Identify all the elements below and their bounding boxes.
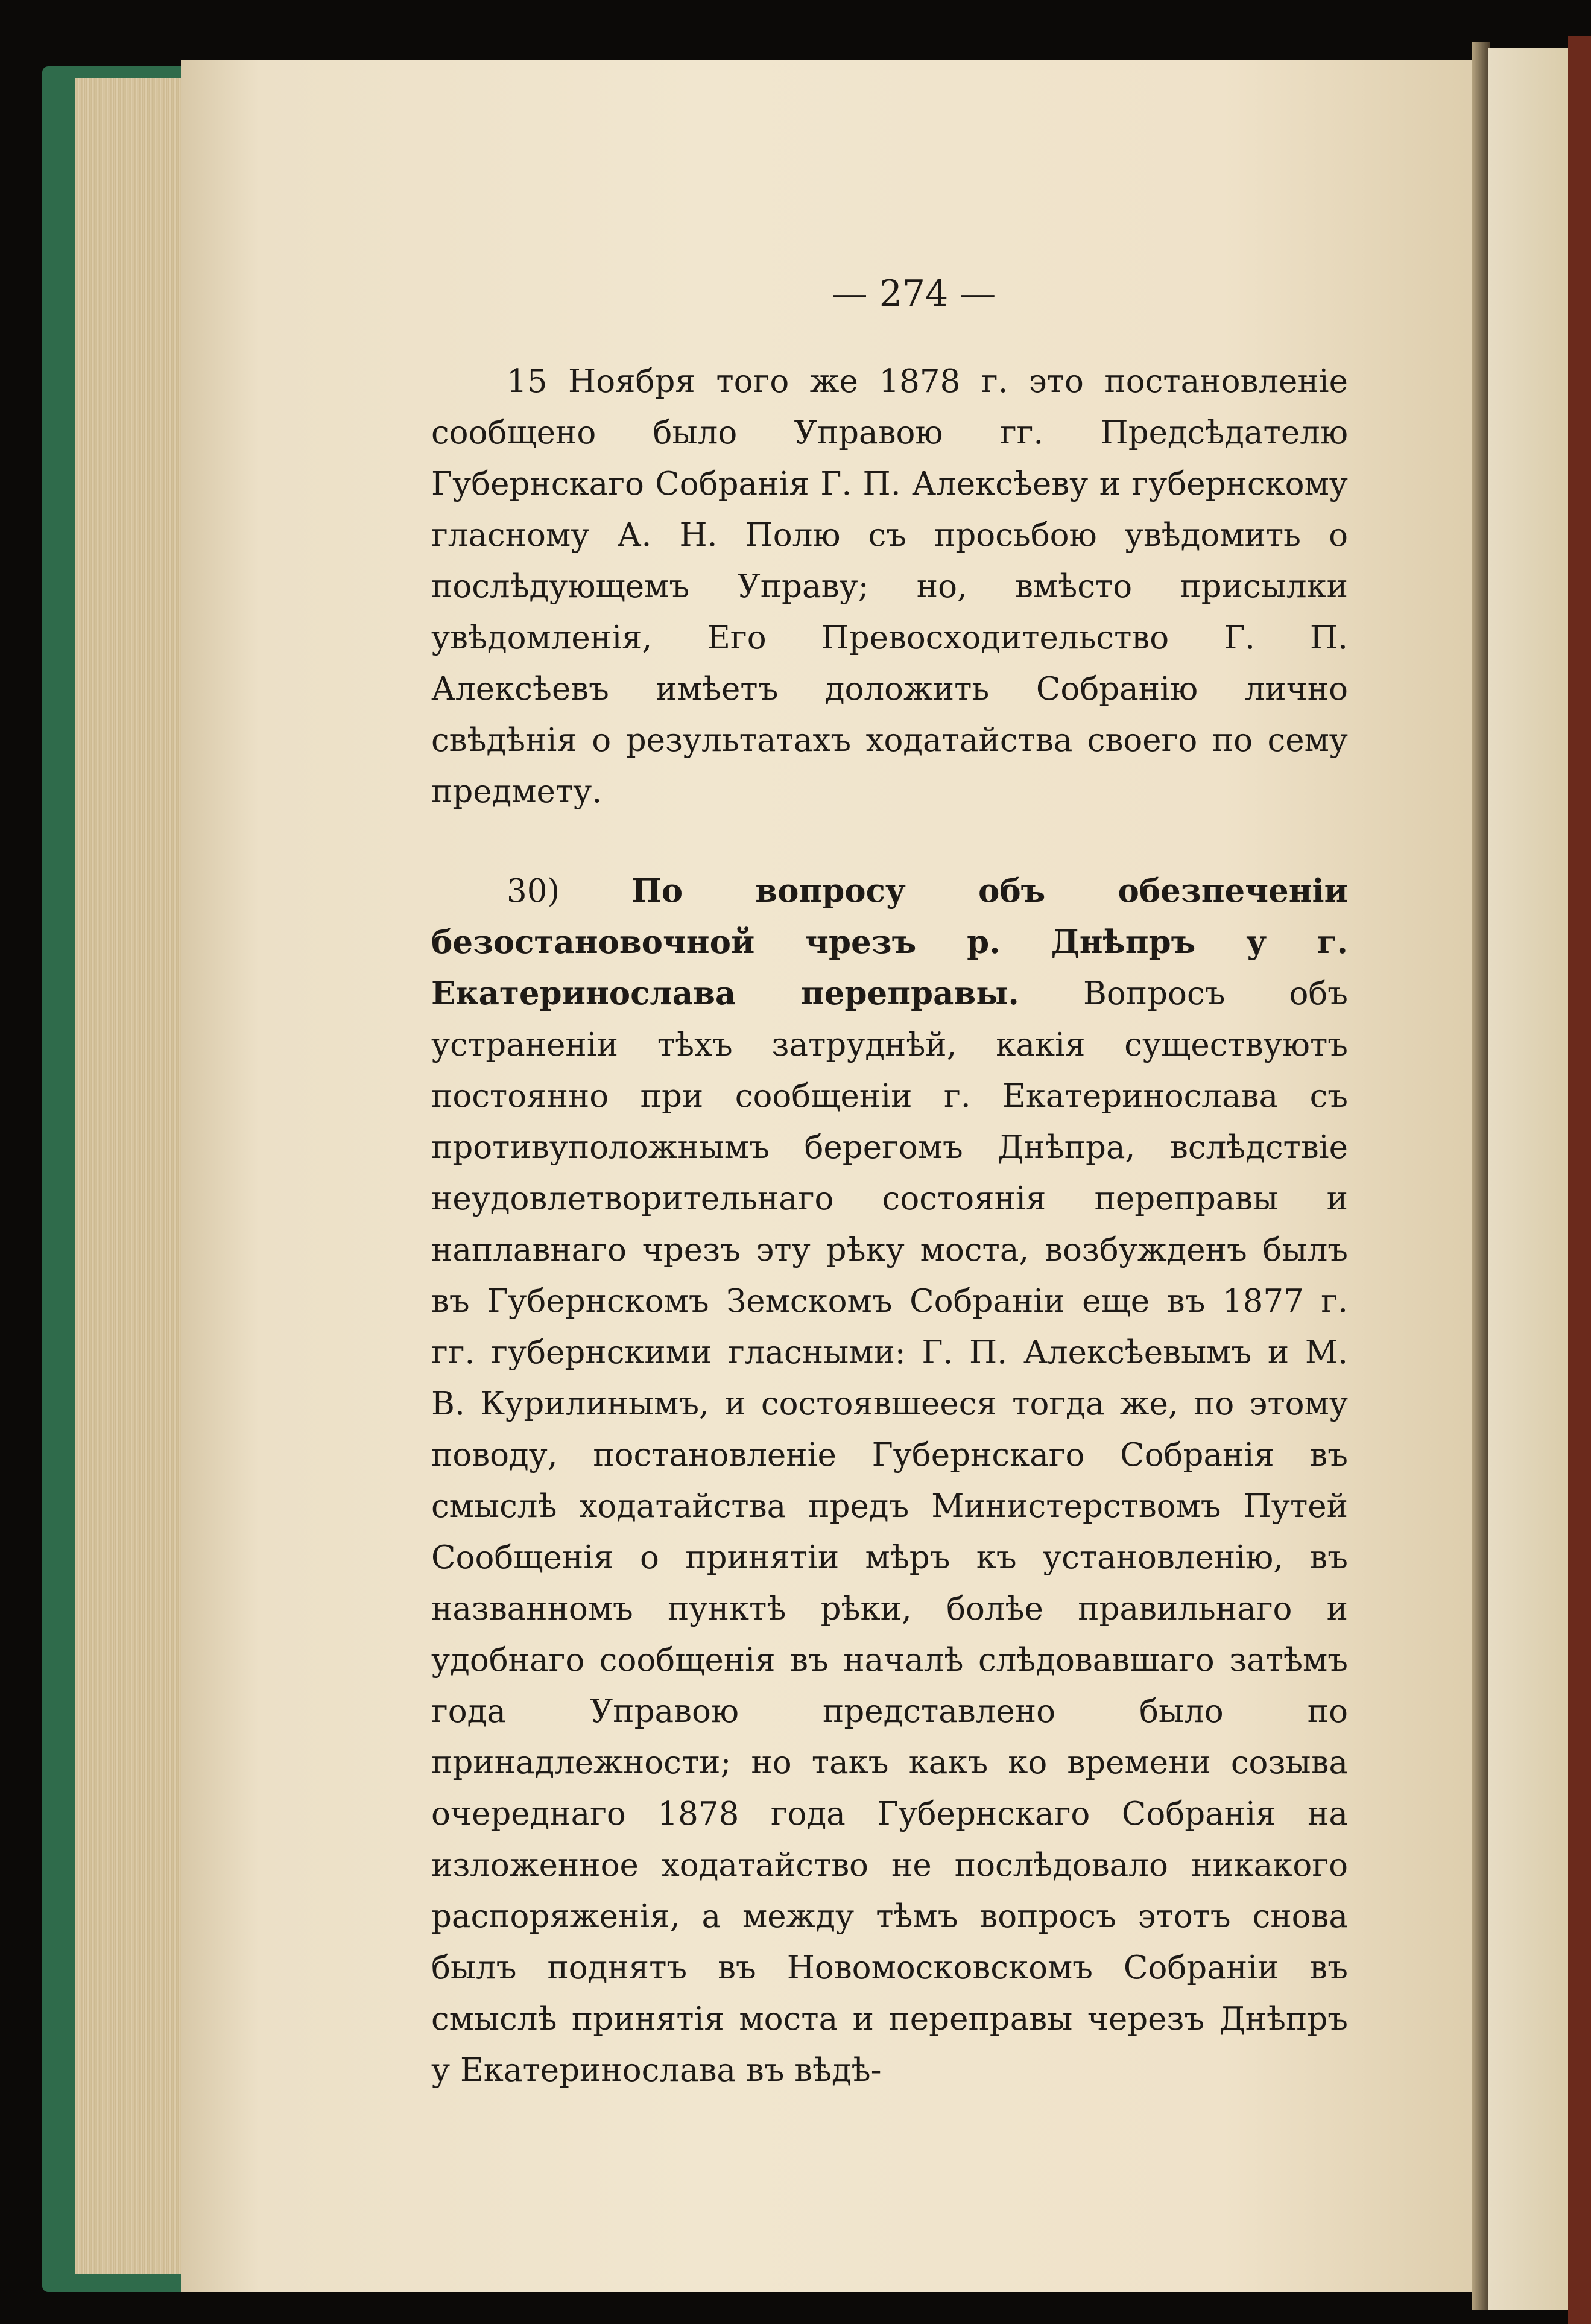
section-heading: По вопросу объ обезпеченіи безостановочной чрезъ р. Днѣпръ у г. Екатеринослава переправы.: [431, 872, 1348, 1012]
page-number: — 274 —: [831, 273, 996, 315]
paragraph-2: [431, 866, 1348, 2096]
item-number: 30): [507, 873, 560, 910]
page-gutter: [1472, 42, 1490, 2310]
facing-page-edge: [1488, 48, 1579, 2310]
paragraph-1: 15 Ноября того же 1878 г. это постановленіе сообщено было Управою гг. Предсѣдателю Губернскаго Собранія Г. П. Алексѣеву и губернскому гласному А. Н. Полю съ просьбою увѣдомить о послѣдующемъ Управу; но, вмѣсто присылки увѣдомленія, Его Превосходительство Г. П. Алексѣевъ имѣетъ доложить Собранію лично свѣдѣнія о результатахъ ходатайства своего по сему предмету.: [431, 363, 1348, 810]
page-edges: [75, 78, 196, 2274]
page-text: [431, 268, 1348, 2144]
paragraph-2-body: Вопросъ объ устраненіи тѣхъ затруднѣй, какія существуютъ постоянно при сообщеніи г. Екатеринослава съ противуположнымъ берегомъ Днѣпра, вслѣдствіе неудовлетворительнаго состоянія переправы и наплавнаго чрезъ эту рѣку моста, возбужденъ былъ въ Губернскомъ Земскомъ Собраніи еще въ 1877 г. гг. губернскими гласными: Г. П. Алексѣевымъ и М. В. Курилинымъ, и состоявшееся тогда же, по этому поводу, постановленіе Губернскаго Собранія въ смыслѣ ходатайства предъ Министерствомъ Путей Сообщенія о принятіи мѣръ къ установленію, въ названномъ пунктѣ рѣки, болѣе правильнаго и удобнаго сообщенія въ началѣ слѣдовавшаго затѣмъ года Управою представлено было по принадлежности; но такъ какъ ко времени созыва очереднаго 1878 года Губернскаго Собранія на изложенное ходатайство не послѣдовало никакого распоряженія, а между тѣмъ вопросъ этотъ снова былъ поднятъ въ Новомосковскомъ Собраніи въ смыслѣ принятія моста и переправы черезъ Днѣпръ у Екатеринослава въ вѣдѣ-: [431, 975, 1348, 2089]
facing-cover-edge: [1568, 36, 1591, 2324]
